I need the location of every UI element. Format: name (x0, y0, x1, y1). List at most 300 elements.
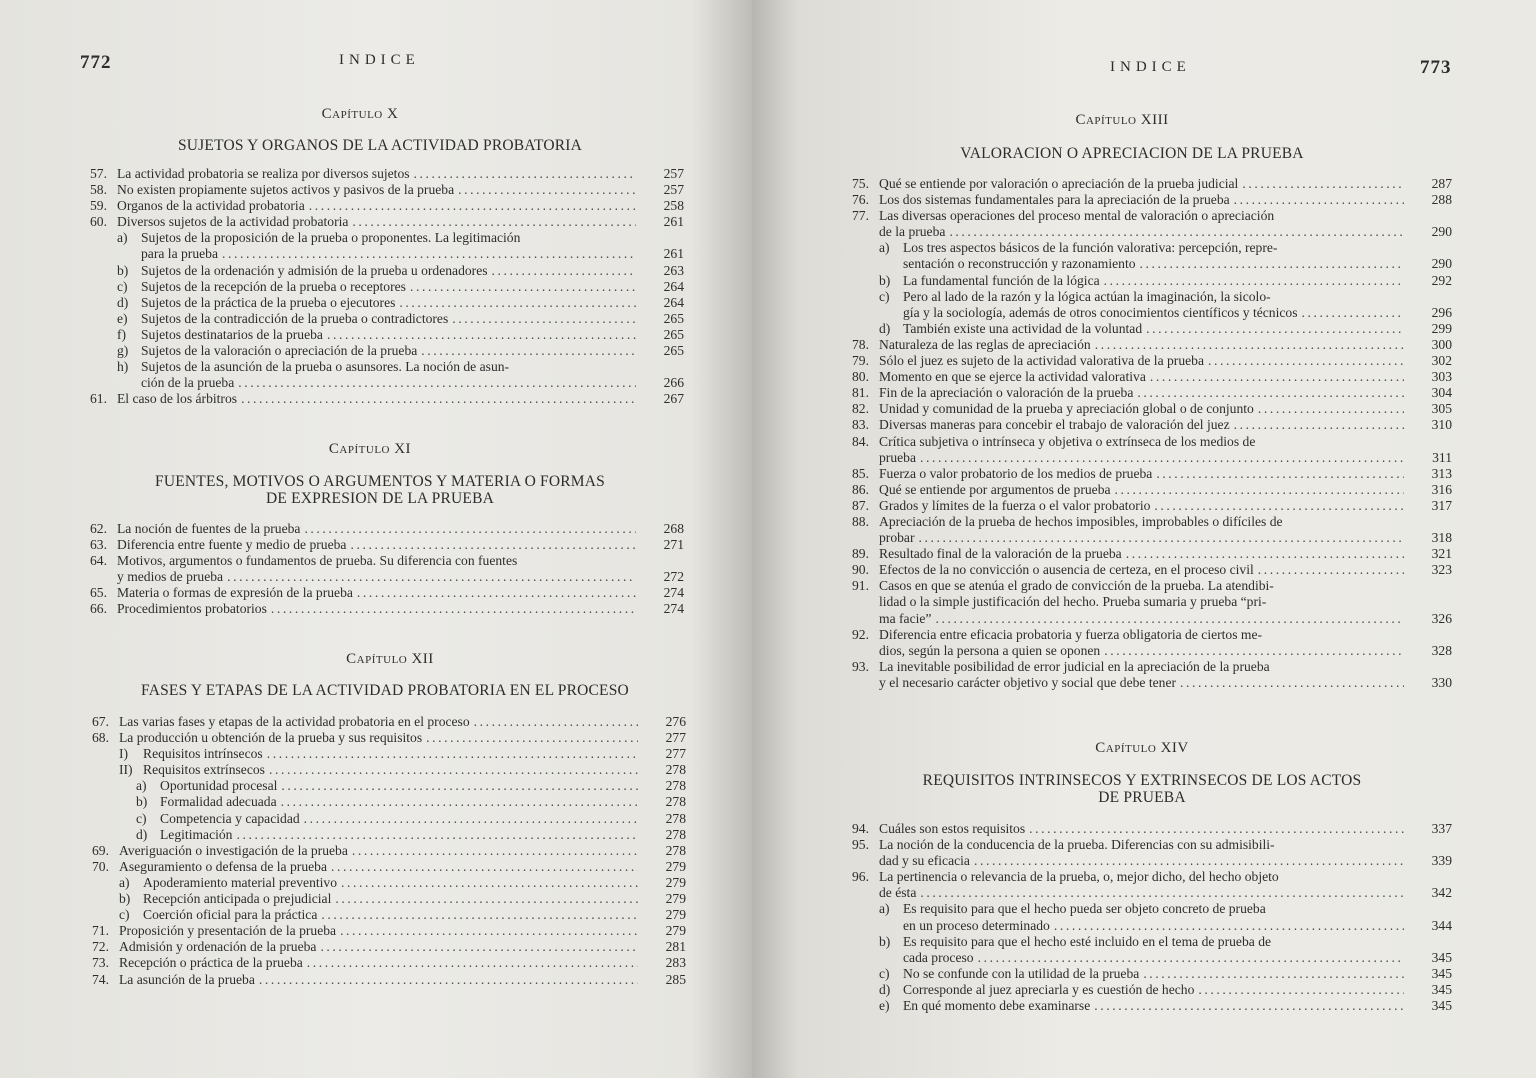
entry-number: c) (136, 810, 147, 826)
entry-number: 87. (852, 497, 869, 513)
entry-page: 321 (1431, 546, 1452, 562)
entry-title: y el necesario carácter objetivo y social que debe tener (879, 674, 1177, 690)
entry-title: Competencia y capacidad (160, 810, 300, 826)
entry-number: 73. (92, 955, 109, 971)
toc-entry (852, 659, 1452, 675)
entry-number: 67. (92, 714, 109, 729)
entry-title: Recepción o práctica de la prueba (119, 955, 303, 971)
entry-page: 267 (663, 391, 684, 407)
page-number: 773 (1420, 57, 1452, 78)
entry-title: Sujetos de la contradicción de la prueba o contradictores (141, 310, 449, 326)
leader-dots (410, 279, 636, 295)
entry-title: Diferencia entre eficacia probatoria y fuerza obligatoria de ciertos me- (879, 626, 1263, 642)
entry-page: 281 (665, 939, 686, 955)
entry-number: 89. (852, 546, 869, 562)
entry-number: b) (119, 891, 131, 907)
leader-dots (238, 375, 636, 391)
toc-entry (852, 273, 1452, 289)
leader-dots (222, 246, 636, 262)
entry-number: 76. (852, 192, 869, 208)
entry-title: Corresponde al juez apreciarla y es cuestión de hecho (903, 981, 1195, 997)
entry-title: Legitimación (160, 826, 233, 842)
toc-entry (852, 385, 1452, 401)
entry-title: También existe una actividad de la voluntad (903, 320, 1143, 336)
toc-entry (92, 955, 686, 971)
entry-number: 90. (852, 562, 869, 578)
leader-dots (935, 611, 1404, 627)
leader-dots (1054, 918, 1404, 934)
leader-dots (320, 939, 638, 955)
toc-entry (852, 853, 1452, 869)
entry-page: 318 (1431, 530, 1452, 546)
chapter-title: FASES Y ETAPAS DE LA ACTIVIDAD PROBATORIA EN EL PROCESO (141, 682, 629, 699)
toc-entry (852, 450, 1452, 466)
entry-number: I) (119, 746, 129, 762)
leader-dots (974, 853, 1404, 869)
entry-title: prueba (879, 449, 916, 465)
toc-entry (852, 966, 1452, 982)
entry-page: 313 (1431, 465, 1452, 481)
entry-page: 278 (665, 778, 686, 794)
leader-dots (335, 891, 638, 907)
toc-entry (852, 869, 1452, 885)
toc-entry (92, 891, 686, 907)
entry-title: Requisitos extrínsecos (143, 762, 265, 778)
entry-title: dios, según la persona a quien se oponen (879, 642, 1101, 658)
leader-dots (1104, 273, 1404, 289)
toc-entry (852, 530, 1452, 546)
toc-entry (92, 794, 686, 810)
toc-entry (852, 514, 1452, 530)
entry-title: Unidad y comunidad de la prueba y apreciación global o de conjunto (879, 401, 1254, 417)
leader-dots (327, 327, 636, 343)
entry-page: 302 (1431, 353, 1452, 369)
entry-page: 278 (665, 794, 686, 810)
entry-title: Es requisito para que el hecho pueda ser objeto concreto de prueba (903, 901, 1266, 917)
entry-page: 303 (1431, 369, 1452, 385)
entry-title: Diferencia entre fuente y medio de prueba (117, 537, 347, 553)
entry-number: 78. (852, 336, 869, 352)
leader-dots (357, 585, 636, 601)
entry-page: 285 (665, 971, 686, 987)
entry-number: 81. (852, 385, 869, 401)
leader-dots (1095, 337, 1404, 353)
toc-entry (852, 240, 1452, 256)
entry-title: Pero al lado de la razón y la lógica actúan la imaginación, la sicolo- (903, 288, 1271, 304)
toc-entry (852, 401, 1452, 417)
entry-number: II) (119, 762, 133, 778)
entry-number: c) (119, 907, 130, 923)
entry-page: 287 (1431, 176, 1452, 191)
toc-entry (92, 714, 686, 730)
entry-title: Sujetos de la valoración o apreciación de la prueba (141, 343, 418, 359)
entry-page: 279 (665, 891, 686, 907)
entry-title: No existen propiamente sujetos activos y pasivos de la prueba (117, 182, 455, 198)
entry-page: 311 (1432, 449, 1452, 465)
entry-number: 79. (852, 353, 869, 369)
toc-entry (90, 585, 684, 601)
entry-number: a) (117, 230, 128, 246)
entry-title: ción de la prueba (141, 375, 235, 391)
entry-title: de la prueba (879, 224, 946, 240)
entry-title: La noción de fuentes de la prueba (117, 521, 301, 536)
entry-number: 70. (92, 858, 109, 874)
chapter-title: REQUISITOS INTRINSECOS Y EXTRINSECOS DE LOS ACTOS DE PRUEBA (922, 772, 1362, 806)
toc-entry (92, 778, 686, 794)
leader-dots (1234, 417, 1404, 433)
entry-page: 310 (1431, 417, 1452, 433)
toc-entry (852, 934, 1452, 950)
entry-page: 264 (663, 294, 684, 310)
leader-dots (1301, 305, 1404, 321)
entry-number: 88. (852, 513, 869, 529)
entry-page: 300 (1431, 336, 1452, 352)
entry-title: Qué se entiende por valoración o apreciación de la prueba judicial (879, 176, 1239, 191)
entry-title: Diversos sujetos de la actividad probatoria (117, 214, 349, 230)
leader-dots (352, 214, 636, 230)
entry-title: Apreciación de la prueba de hechos imposibles, improbables o difíciles de (879, 513, 1283, 529)
entry-number: 61. (90, 391, 107, 407)
chapter-title: SUJETOS Y ORGANOS DE LA ACTIVIDAD PROBATORIA (177, 137, 583, 154)
leader-dots (492, 263, 636, 279)
entry-page: 261 (663, 214, 684, 230)
entry-page: 328 (1431, 642, 1452, 658)
entry-page: 323 (1431, 562, 1452, 578)
entry-page: 278 (665, 842, 686, 858)
toc-entry (92, 730, 686, 746)
entry-number: h) (117, 359, 129, 375)
toc-entry (90, 375, 684, 391)
entry-title: Efectos de la no convicción o ausencia de certeza, en el proceso civil (879, 562, 1254, 578)
entry-number: 60. (90, 214, 107, 230)
entry-title: gía y la sociología, además de otros conocimientos científicos y técnicos (903, 304, 1298, 320)
entry-title: lidad o la simple justificación del hecho. Prueba sumaria y prueba “pri- (879, 594, 1267, 610)
toc-entry (852, 466, 1452, 482)
toc-entry (852, 901, 1452, 917)
entry-page: 345 (1431, 949, 1452, 965)
entry-number: a) (879, 901, 890, 917)
leader-dots (307, 955, 638, 971)
entry-number: b) (879, 933, 891, 949)
leader-dots (304, 811, 638, 827)
entry-page: 277 (665, 730, 686, 746)
toc-entry (90, 246, 684, 262)
entry-number: 83. (852, 417, 869, 433)
entry-number: b) (117, 262, 129, 278)
entry-title: Sujetos de la recepción de la prueba o receptores (141, 278, 406, 294)
entry-title: La noción de la conducencia de la prueba. Diferencias con su admisibili- (879, 837, 1275, 853)
leader-dots (399, 295, 636, 311)
toc-entry (90, 166, 684, 182)
toc-entry (90, 214, 684, 230)
entry-number: a) (879, 240, 890, 256)
entry-title: sentación o reconstrucción y razonamiento (903, 256, 1136, 272)
entry-page: 304 (1431, 385, 1452, 401)
entry-number: 91. (852, 578, 869, 594)
leader-dots (1137, 385, 1404, 401)
entry-title: para la prueba (141, 246, 218, 262)
entry-number: 77. (852, 208, 869, 224)
leader-dots (1126, 546, 1404, 562)
entry-number: 80. (852, 369, 869, 385)
entry-title: Cuáles son estos requisitos (879, 821, 1026, 836)
toc-entry (852, 594, 1452, 610)
leader-dots (304, 521, 636, 537)
leader-dots (1143, 966, 1404, 982)
entry-title: Procedimientos probatorios (117, 601, 267, 617)
entry-number: 86. (852, 481, 869, 497)
leader-dots (1154, 498, 1404, 514)
entry-title: La asunción de la prueba (119, 971, 255, 987)
toc-entry (852, 611, 1452, 627)
toc-entry (852, 176, 1452, 192)
toc-entry (90, 391, 684, 407)
entry-title: Crítica subjetiva o intrínseca y objetiva o extrínseca de los medios de (879, 433, 1256, 449)
entry-page: 258 (663, 198, 684, 214)
toc-entry (90, 182, 684, 198)
leader-dots (241, 391, 636, 407)
entry-title: Sujetos de la proposición de la prueba o proponentes. La legitimación (141, 230, 521, 246)
entry-title: dad y su eficacia (879, 853, 970, 869)
leader-dots (426, 730, 638, 746)
entry-number: 57. (90, 166, 107, 181)
running-head: INDICE (1110, 59, 1191, 75)
entry-title: en un proceso determinado (903, 917, 1050, 933)
entry-page: 279 (665, 858, 686, 874)
entry-page: 290 (1431, 256, 1452, 272)
entry-page: 263 (663, 262, 684, 278)
entry-page: 342 (1431, 885, 1452, 901)
entry-title: cada proceso (903, 949, 974, 965)
toc-entry (852, 321, 1452, 337)
chapter-label: Capítulo X (321, 106, 399, 122)
right-page (752, 0, 1536, 1078)
toc-entry (90, 553, 684, 569)
entry-number: 71. (92, 923, 109, 939)
entry-number: 64. (90, 553, 107, 569)
toc-entry (90, 521, 684, 537)
entry-number: 75. (852, 176, 869, 191)
entry-page: 317 (1431, 497, 1452, 513)
toc-entry (90, 295, 684, 311)
toc-entry (852, 562, 1452, 578)
entry-page: 278 (665, 762, 686, 778)
leader-dots (269, 762, 638, 778)
toc-entry (852, 498, 1452, 514)
entry-page: 290 (1431, 224, 1452, 240)
entry-title: Los dos sistemas fundamentales para la apreciación de la prueba (879, 192, 1230, 208)
entry-title: No se confunde con la utilidad de la prueba (903, 965, 1140, 981)
entry-title: probar (879, 530, 915, 546)
leader-dots (978, 950, 1404, 966)
leader-dots (474, 714, 638, 730)
entry-title: Momento en que se ejerce la actividad valorativa (879, 369, 1146, 385)
entry-page: 337 (1431, 821, 1452, 836)
entry-title: Naturaleza de las reglas de apreciación (879, 336, 1091, 352)
entry-number: a) (119, 874, 130, 890)
leader-dots (331, 859, 638, 875)
entry-title: Fin de la apreciación o valoración de la prueba (879, 385, 1134, 401)
entry-title: La pertinencia o relevancia de la prueba, o, mejor dicho, del hecho objeto (879, 869, 1279, 885)
entry-page: 279 (665, 923, 686, 939)
entry-title: Sólo el juez es sujeto de la actividad valorativa de la prueba (879, 353, 1204, 369)
entry-number: 69. (92, 842, 109, 858)
entry-title: Organos de la actividad probatoria (117, 198, 305, 214)
leader-dots (421, 343, 636, 359)
toc-entry (852, 918, 1452, 934)
leader-dots (1198, 982, 1404, 998)
leader-dots (1242, 176, 1404, 192)
entry-title: Aseguramiento o defensa de la prueba (119, 858, 327, 874)
toc-entry (852, 950, 1452, 966)
chapter-title: FUENTES, MOTIVOS O ARGUMENTOS Y MATERIA O FORMAS DE EXPRESION DE LA PRUEBA (155, 473, 605, 507)
chapter-label: Capítulo XII (346, 651, 434, 667)
toc-entry (852, 998, 1452, 1014)
entry-number: 58. (90, 182, 107, 198)
toc-entry (852, 837, 1452, 853)
entry-page: 345 (1431, 965, 1452, 981)
entry-title: La producción u obtención de la prueba y sus requisitos (119, 730, 423, 746)
entry-page: 274 (663, 601, 684, 617)
entry-number: 94. (852, 821, 869, 836)
toc-entry (92, 875, 686, 891)
entry-title: La actividad probatoria se realiza por diversos sujetos (117, 166, 410, 181)
entry-title: En qué momento debe examinarse (903, 998, 1091, 1014)
entry-title: Formalidad adecuada (160, 794, 277, 810)
entry-page: 292 (1431, 272, 1452, 288)
leader-dots (1029, 821, 1404, 837)
toc-entry (90, 198, 684, 214)
entry-number: d) (136, 826, 148, 842)
entry-title: Las varias fases y etapas de la actividad probatoria en el proceso (119, 714, 470, 729)
leader-dots (1094, 998, 1404, 1014)
toc-entry (92, 827, 686, 843)
toc-section (90, 521, 684, 618)
toc-entry (852, 482, 1452, 498)
leader-dots (1156, 466, 1404, 482)
entry-title: Qué se entiende por argumentos de prueba (879, 481, 1111, 497)
entry-page: 326 (1431, 610, 1452, 626)
chapter-label: Capítulo XIII (1075, 112, 1169, 128)
leader-dots (321, 907, 638, 923)
leader-dots (918, 530, 1404, 546)
entry-title: Casos en que se atenúa el grado de convicción de la prueba. La atendibi- (879, 578, 1274, 594)
toc-entry (90, 359, 684, 375)
toc-entry (852, 821, 1452, 837)
entry-title: Fuerza o valor probatorio de los medios de prueba (879, 465, 1153, 481)
entry-page: 278 (665, 810, 686, 826)
entry-page: 305 (1431, 401, 1452, 417)
toc-entry (852, 224, 1452, 240)
leader-dots (281, 778, 638, 794)
leader-dots (267, 746, 638, 762)
entry-page: 288 (1431, 192, 1452, 208)
entry-title: Sujetos destinatarios de la prueba (141, 326, 323, 342)
entry-page: 268 (663, 521, 684, 536)
entry-title: Diversas maneras para concebir el trabajo de valoración del juez (879, 417, 1230, 433)
toc-entry (92, 843, 686, 859)
leader-dots (1258, 401, 1404, 417)
leader-dots (350, 537, 636, 553)
leader-dots (920, 450, 1404, 466)
toc-entry (92, 811, 686, 827)
leader-dots (1180, 675, 1404, 691)
entry-number: g) (117, 343, 129, 359)
entry-title: Es requisito para que el hecho esté incluido en el tema de prueba de (903, 933, 1272, 949)
toc-entry (92, 907, 686, 923)
entry-page: 261 (663, 246, 684, 262)
entry-title: Los tres aspectos básicos de la función valorativa: percepción, repre- (903, 240, 1278, 256)
entry-page: 264 (663, 278, 684, 294)
entry-number: 92. (852, 626, 869, 642)
toc-entry (90, 569, 684, 585)
chapter-label: Capítulo XI (328, 441, 412, 457)
toc-entry (92, 746, 686, 762)
toc-entry (90, 601, 684, 617)
entry-title: y medios de prueba (117, 569, 224, 585)
entry-number: c) (117, 278, 128, 294)
entry-number: d) (879, 981, 891, 997)
toc-entry (852, 208, 1452, 224)
entry-page: 339 (1431, 853, 1452, 869)
leader-dots (949, 224, 1404, 240)
leader-dots (1104, 643, 1404, 659)
page-number: 772 (80, 52, 112, 73)
entry-page: 278 (665, 826, 686, 842)
leader-dots (1258, 562, 1404, 578)
entry-number: 74. (92, 971, 109, 987)
toc-entry (852, 885, 1452, 901)
toc-entry (92, 859, 686, 875)
leader-dots (340, 923, 638, 939)
entry-page: 279 (665, 907, 686, 923)
chapter-title: VALORACION O APRECIACION DE LA PRUEBA (960, 145, 1304, 162)
leader-dots (1115, 482, 1404, 498)
toc-entry (90, 263, 684, 279)
entry-title: Materia o formas de expresión de la prueba (117, 585, 353, 601)
entry-title: Motivos, argumentos o fundamentos de prueba. Su diferencia con fuentes (117, 553, 518, 569)
entry-title: Apoderamiento material preventivo (143, 874, 338, 890)
entry-number: e) (117, 310, 128, 326)
leader-dots (1140, 256, 1404, 272)
toc-section (852, 821, 1452, 1014)
entry-title: La fundamental función de la lógica (903, 272, 1100, 288)
toc-entry (852, 369, 1452, 385)
entry-title: Sujetos de la asunción de la prueba o asunsores. La noción de asun- (141, 359, 510, 375)
entry-page: 345 (1431, 998, 1452, 1014)
entry-number: 65. (90, 585, 107, 601)
entry-page: 276 (665, 714, 686, 729)
toc-section (90, 166, 684, 407)
entry-page: 345 (1431, 981, 1452, 997)
toc-entry (90, 311, 684, 327)
entry-page: 266 (663, 375, 684, 391)
entry-title: de ésta (879, 885, 917, 901)
entry-title: El caso de los árbitros (117, 391, 238, 407)
entry-title: Coerción oficial para la práctica (143, 907, 318, 923)
entry-number: a) (136, 778, 147, 794)
toc-section (852, 176, 1452, 691)
leader-dots (236, 827, 638, 843)
entry-title: La inevitable posibilidad de error judicial en la apreciación de la prueba (879, 658, 1270, 674)
entry-title: ma facie” (879, 610, 932, 626)
entry-page: 283 (665, 955, 686, 971)
entry-number: 66. (90, 601, 107, 617)
leader-dots (920, 885, 1404, 901)
entry-title: Las diversas operaciones del proceso mental de valoración o apreciación (879, 208, 1275, 224)
entry-number: 62. (90, 521, 107, 536)
entry-number: d) (879, 320, 891, 336)
